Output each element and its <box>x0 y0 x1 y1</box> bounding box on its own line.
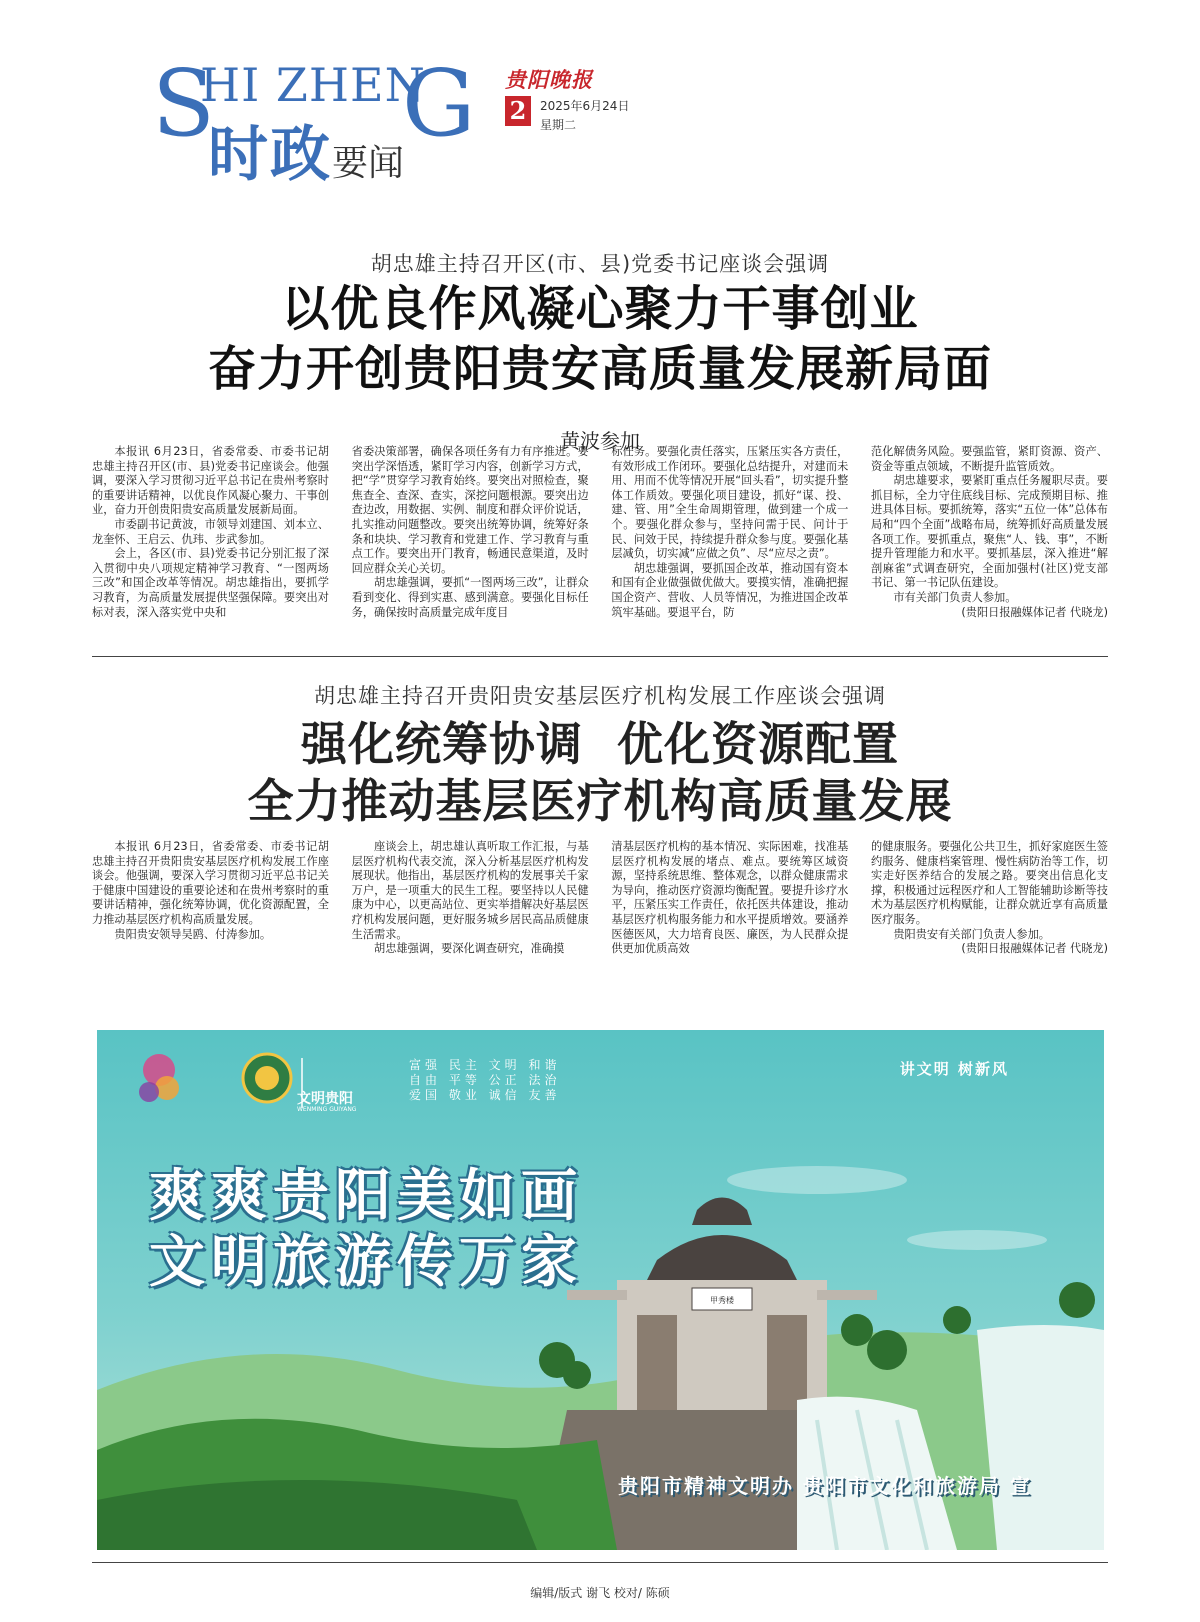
paragraph: 的健康服务。要强化公共卫生，抓好家庭医生签约服务、健康档案管理、慢性病防治等工作，切实走好医养结合的发展之路。要突出信息化支撑，积极通过远程医疗和人工智能辅助诊断等技术为基层医疗机构赋能，让群众就近享有高质量医疗服务。 <box>870 840 1108 926</box>
article2-column-3 <box>611 840 848 972</box>
ad-sponsors: 贵阳市精神文明办 贵阳市文化和旅游局 宣 <box>618 1474 1032 1498</box>
paper-logo: 贵阳晚报 <box>505 67 593 92</box>
paragraph: 本报讯 6月23日，省委常委、市委书记胡忠雄主持召开区(市、县)党委书记座谈会。他强调，要深入学习贯彻习近平总书记在贵州考察时的重要讲话精神，以优良作风凝心聚力、干事创业，奋力开创贵阳贵安高质量发展新局面。 <box>92 445 329 517</box>
masthead-letter-s: S <box>152 50 216 157</box>
article1-column-3 <box>611 445 848 645</box>
core-values-row-3: 爱国 敬业 诚信 友善 <box>409 1088 561 1102</box>
paragraph: 本报讯 6月23日，省委常委、市委书记胡忠雄主持召开贵阳贵安基层医疗机构发展工作座谈会。他强调，要深入学习贯彻习近平总书记关于健康中国建设的重要论述和在贵州考察时的重要讲话精神，强化统筹协调，优化资源配置，全力推动基层医疗机构高质量发展。 <box>92 840 329 926</box>
paragraph: 市有关部门负责人参加。 <box>893 590 1017 604</box>
ad-org-subtitle: WENMING GUIYANG <box>297 1106 357 1113</box>
ad-org-name: 文明贵阳 <box>297 1091 353 1107</box>
paragraph: 标任务。要强化责任落实，压紧压实各方责任，有效形成工作闭环。要强化总结提升，对建而未用、用而不优等情况开展“回头看”，切实提升整体工作质效。要强化项目建设，抓好“谋、投、建、管、用”全生命周期管理，做到建一个成一个。要强化群众参与，坚持问需于民、问计于民、问效于民，持续提升群众参与度。要强化基层减负，切实减“应做之负”、尽“应尽之责”。 <box>611 445 849 561</box>
article1-column-1 <box>92 445 329 645</box>
article2-body <box>92 840 1108 972</box>
paragraph: 胡忠雄强调，要抓“一图两场三改”，让群众看到变化、得到实惠、感到满意。要强化目标任务，确保按时高质量完成年度目 <box>351 576 589 619</box>
issue-date: 2025年6月24日 <box>540 99 630 113</box>
paragraph: 市委副书记黄波，市领导刘建国、刘本立、龙奎怀、王启云、仇玮、步武参加。 <box>92 517 329 546</box>
article2-kicker: 胡忠雄主持召开贵阳贵安基层医疗机构发展工作座谈会强调 <box>314 684 886 708</box>
section-title: 时政 <box>208 120 332 190</box>
article2-column-4 <box>871 840 1108 972</box>
paragraph: 贵阳贵安领导吴鸥、付涛参加。 <box>114 927 272 941</box>
article1-headline-line2: 奋力开创贵阳贵安高质量发展新局面 <box>207 341 992 397</box>
ad-slogan-right: 讲文明 树新风 <box>899 1060 1009 1078</box>
paragraph: 胡忠雄强调，要深化调查研究，准确摸 <box>374 942 565 956</box>
article2-headline-line2: 全力推动基层医疗机构高质量发展 <box>247 774 953 828</box>
article2-credit: (贵阳日报融媒体记者 代晓龙) <box>961 942 1108 956</box>
article1-column-4 <box>871 445 1108 645</box>
article2-column-1 <box>92 840 329 972</box>
emblem-badge-icon <box>243 1054 291 1102</box>
article2-headline-line1: 强化统筹协调 优化资源配置 <box>300 717 900 771</box>
article1-credit: (贵阳日报融媒体记者 代晓龙) <box>961 605 1108 619</box>
masthead-pinyin: HI ZHEN <box>200 58 426 112</box>
issue-weekday: 星期二 <box>540 118 577 132</box>
footer-divider <box>92 1562 1108 1563</box>
paragraph: 范化解债务风险。要强监管，紧盯资源、资产、资金等重点领域，不断提升监管质效。 <box>870 445 1108 473</box>
paragraph: 座谈会上，胡忠雄认真听取工作汇报，与基层医疗机构代表交流，深入分析基层医疗机构发展现状。他指出，基层医疗机构的发展事关千家万户，是一项重大的民生工程。要坚持以人民健康为中心，以更高站位、更实举措解决好基层医疗机构发展问题，更好服务城乡居民高品质健康生活需求。 <box>351 840 589 941</box>
editor-credits: 编辑/版式 谢飞 校对/ 陈硕 <box>530 1586 670 1600</box>
core-values-row-2: 自由 平等 公正 法治 <box>409 1073 561 1087</box>
article1-headline-line1: 以优良作风凝心聚力干事创业 <box>281 281 919 337</box>
page-number: 2 <box>505 96 531 126</box>
paragraph: 省委决策部署，确保各项任务有力有序推进。要突出学深悟透，紧盯学习内容，创新学习方式，把“学”贯穿学习教育始终。要突出对照检查，聚焦查全、查深、查实，深挖问题根源。要突出边查边改，用数据、实例、制度和群众评价说话，扎实推动问题整改。要突出统筹协调，统筹好条条和块块、学习教育和党建工作、学习教育与重点工作。要突出开门教育，畅通民意渠道，及时回应群众关心关切。 <box>351 445 589 575</box>
clouds-icon <box>727 1166 1047 1250</box>
paragraph: 胡忠雄强调，要抓国企改革，推动国有资本和国有企业做强做优做大。要摸实情，准确把握国企资产、营收、人员等情况，为推进国企改革筑牢基础。要退平台，防 <box>611 561 849 619</box>
paragraph: 会上，各区(市、县)党委书记分别汇报了深入贯彻中央八项规定精神学习教育、“一图两场三改”和国企改革等情况。胡忠雄指出，要抓学习教育，为高质量发展提供坚强保障。要突出对标对表，深入落实党中央和 <box>92 547 329 619</box>
pavilion-sign-text: 甲秀楼 <box>710 1296 734 1305</box>
paragraph: 清基层医疗机构的基本情况、实际困难，找准基层医疗机构发展的堵点、难点。要统筹区域资源，坚持系统思维、整体观念，以群众健康需求为导向，推动医疗资源均衡配置。要提升诊疗水平，压紧压实工作责任，依托医共体建设，推动基层医疗机构服务能力和水平提质增效。要涵养医德医风，大力培育良医、廉医，为人民群众提供更加优质高效 <box>611 840 849 956</box>
article2-column-2 <box>352 840 589 972</box>
article1-body <box>92 445 1108 645</box>
paragraph: 胡忠雄要求，要紧盯重点任务履职尽责。要抓目标，全力守住底线目标、完成预期目标、推进具体目标。要抓统筹，落实“五位一体”总体布局和“四个全面”战略布局，统筹抓好高质量发展各项工作。要抓重点，聚焦“人、钱、事”，不断提升管理能力和水平。要抓基层，深入推进“解剖麻雀”式调查研究，全面加强村(社区)党支部书记、第一书记队伍建设。 <box>870 474 1108 590</box>
paragraph: 贵阳贵安有关部门负责人参加。 <box>893 927 1050 941</box>
article1-kicker: 胡忠雄主持召开区(市、县)党委书记座谈会强调 <box>370 252 830 276</box>
article1-column-2 <box>352 445 589 645</box>
masthead-letter-g: G <box>402 50 476 157</box>
section-subtitle: 要闻 <box>332 143 405 184</box>
ad-headline-line1: 爽爽贵阳美如画 <box>149 1164 583 1229</box>
article1-byline: 黄波参加 <box>560 429 640 453</box>
core-values-row-1: 富强 民主 文明 和谐 <box>409 1058 561 1072</box>
section-divider <box>92 656 1108 657</box>
public-service-ad <box>97 1030 1104 1550</box>
wenming-logo-icon <box>139 1054 179 1102</box>
ad-headline-line2: 文明旅游传万家 <box>149 1230 583 1295</box>
